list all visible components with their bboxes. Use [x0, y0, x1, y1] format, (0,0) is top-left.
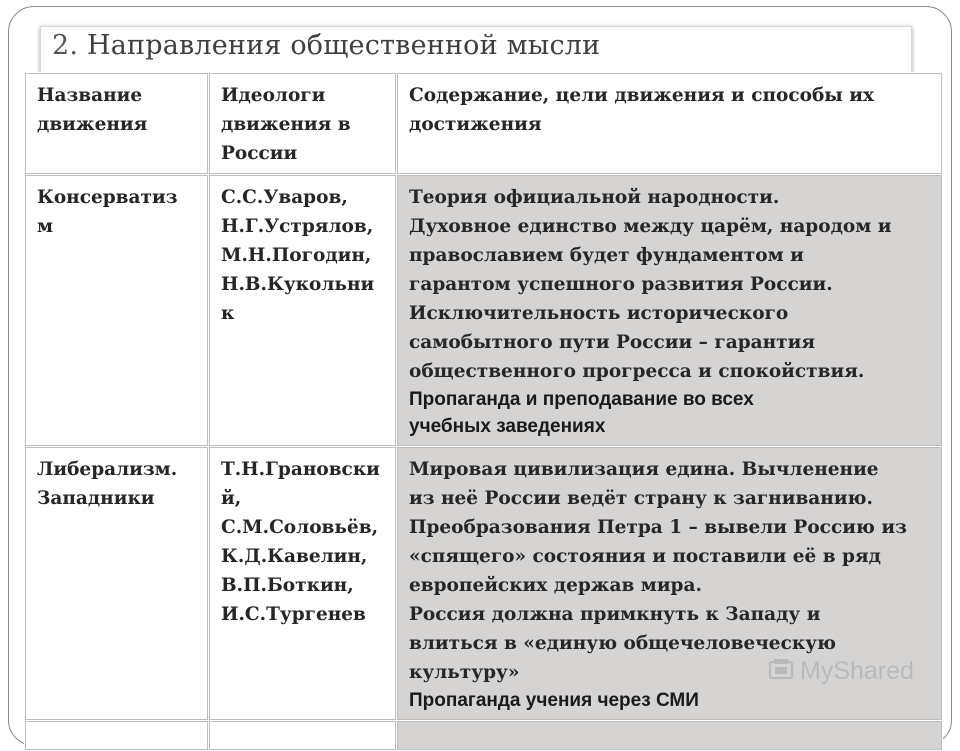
- movements-table: [24, 72, 943, 751]
- header-movement-name: Название движения: [25, 73, 209, 175]
- myshared-logo-icon: [768, 658, 796, 682]
- header-content: Содержание, цели движения и способы их достижения: [397, 73, 943, 175]
- watermark-text: MyShared: [800, 657, 914, 685]
- title-number: 2.: [52, 30, 79, 61]
- table-row-empty: [25, 721, 943, 751]
- content-cell: Мировая цивилизация едина. Вычленение из неё России ведёт страну к загниванию. Преобразования Петра 1 – вывели Россию из «спящего» состояния и поставили её в ряд европейских держав мира. Россия должна примкнуть к Западу и влиться в «единую общечеловеческую культуру» Пропаганда учения через СМИ: [397, 447, 943, 721]
- table-header-row: [25, 73, 943, 175]
- movement-name-cell: Либерализм. Западники: [25, 447, 209, 721]
- ideologists-cell: Т.Н.Грановски й, С.М.Соловьёв, К.Д.Кавелин, В.П.Боткин, И.С.Тургенев: [209, 447, 397, 721]
- content-cell: Теория официальной народности. Духовное единство между царём, народом и православием будет фундаментом и гарантом успешного развития России. Исключительность исторического самобытного пути России – гарантия общественного прогресса и спокойствия. Пропаганда и преподавание во всех учебных заведениях: [397, 175, 943, 447]
- title-text: Направления общественной мысли: [86, 30, 601, 61]
- movement-name-cell: Консерватиз м: [25, 175, 209, 447]
- slide-title: [52, 30, 600, 61]
- header-ideologists: Идеологи движения в России: [209, 73, 397, 175]
- table-row: [25, 175, 943, 447]
- watermark: [768, 657, 928, 693]
- ideologists-cell: С.С.Уваров, Н.Г.Устрялов, М.Н.Погодин, Н.В.Кукольни к: [209, 175, 397, 447]
